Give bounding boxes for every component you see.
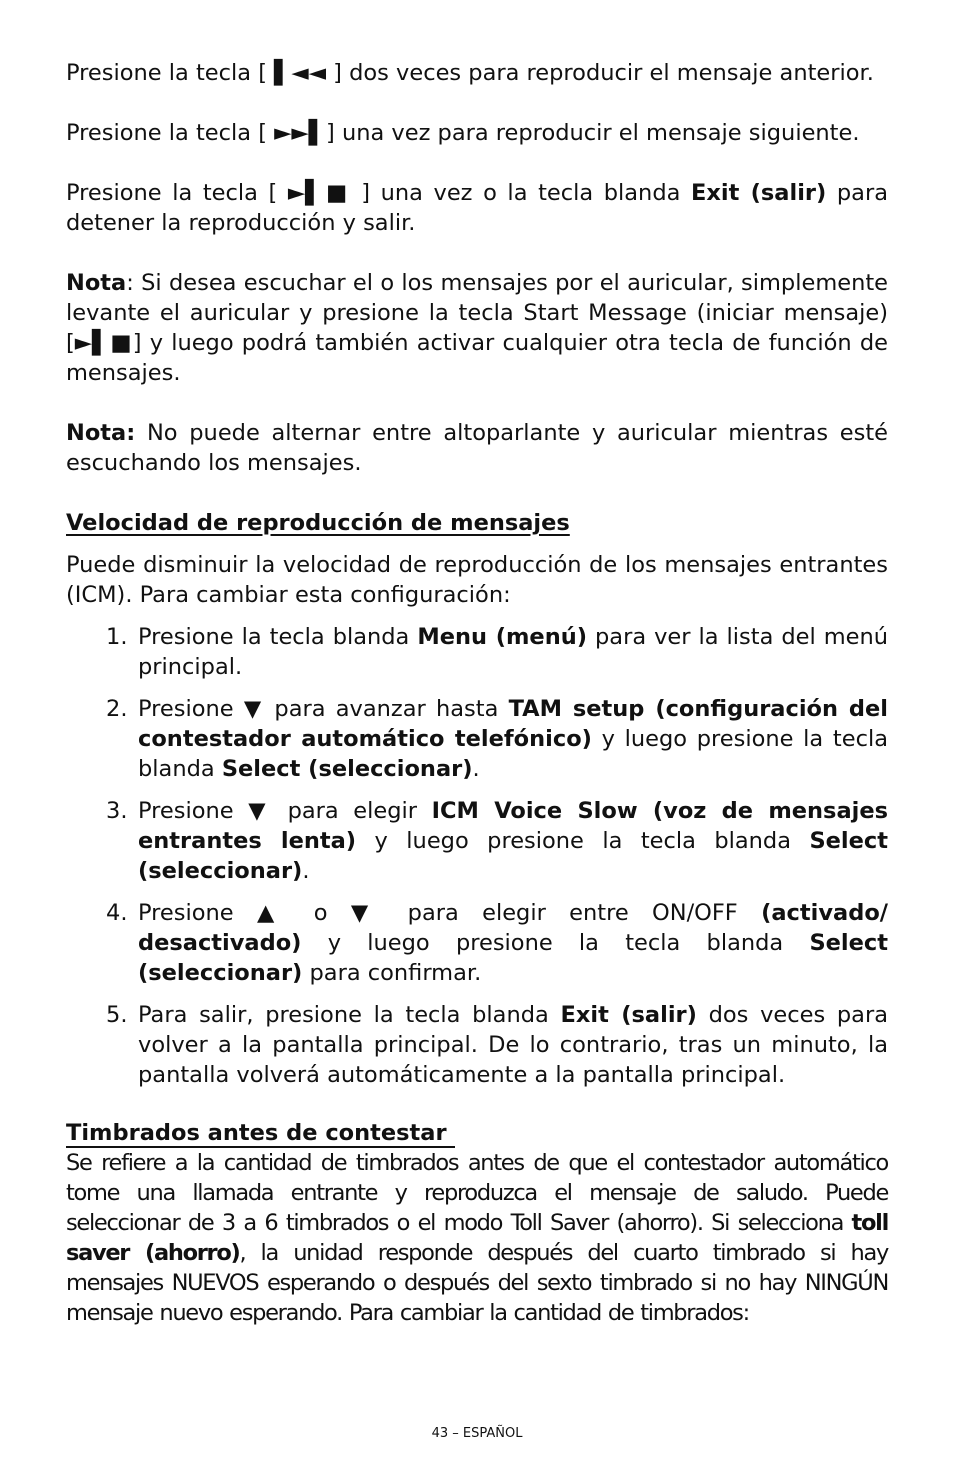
section-body-rings — [66, 1148, 888, 1328]
text: Se refiere a la cantidad de timbrados antes de que el contestador automático tome una llamada entrante y reproduzca el mensaje de saludo. Puede seleccionar de 3 a 6 timbrados o el modo Toll Saver (ahorro). Si selecciona — [66, 1150, 888, 1236]
text: y luego presione la tecla blanda — [138, 726, 888, 782]
text: dos veces para volver a la pantalla principal. De lo contrario, tras un minuto, la pantalla volverá automáticamente a la pantalla principal. — [138, 1002, 889, 1088]
text: Presione la tecla blanda — [138, 624, 418, 650]
step-number: 5. — [106, 1002, 128, 1028]
step-number: 3. — [106, 798, 128, 824]
exit-softkey-label: Exit (salir) — [691, 180, 827, 206]
text: Presione ▲ o ▼ para elegir entre ON/OFF — [138, 900, 762, 926]
text: para ver la lista del menú principal. — [138, 624, 888, 680]
bold-text: Select (seleccionar) — [221, 756, 473, 782]
text: para detener la reproducción y salir. — [66, 180, 888, 236]
text: : Si desea escuchar el o los mensajes por el auricular, simplemente levante el auricular y presione la tecla Start Message (iniciar mensaje) — [66, 270, 888, 326]
bold-text: (activado/ desactivado) — [138, 900, 888, 956]
bold-text: Select (seleccionar) — [138, 828, 888, 884]
list-item — [66, 1000, 888, 1090]
list-item — [66, 694, 888, 784]
forward-key-symbol: [ ►►▌] — [258, 120, 335, 146]
text: Presione ▼ para avanzar hasta — [138, 696, 509, 722]
bold-text: TAM setup (configuración del contestador automático telefónico) — [138, 696, 888, 752]
text: y luego presione la tecla blanda — [356, 828, 810, 854]
bold-text: ICM Voice Slow (voz de mensajes entrantes lenta) — [138, 798, 888, 854]
bold-text: toll saver (ahorro) — [66, 1210, 888, 1266]
text: y luego presione la tecla blanda — [301, 930, 810, 956]
step-number: 4. — [106, 900, 128, 926]
text: , la unidad responde después del cuarto timbrado si hay mensajes NUEVOS esperando o después del sexto timbrado si no hay NINGÚN mensaje nuevo esperando. Para cambiar la cantidad de timbrados: — [66, 1240, 888, 1326]
list-item — [66, 898, 888, 988]
text: Presione ▼ para elegir — [138, 798, 432, 824]
text: una vez para reproducir el mensaje siguiente. — [334, 120, 860, 146]
note-label: Nota — [66, 270, 127, 296]
play-stop-key-symbol: [►▌■] — [66, 330, 142, 356]
step-number: 1. — [106, 624, 128, 650]
text: Para salir, presione la tecla blanda — [138, 1002, 561, 1028]
text: Presione la tecla — [66, 60, 259, 86]
text: y luego podrá también activar cualquier otra tecla de función de mensajes. — [66, 330, 889, 386]
text: Presione la tecla — [66, 180, 269, 206]
text: No puede alternar entre altoparlante y auricular mientras esté escuchando los mensajes. — [66, 420, 888, 476]
note-speaker — [66, 418, 888, 478]
section-heading-playback-speed: Velocidad de reproducción de mensajes — [66, 510, 570, 536]
paragraph-stop-playback — [66, 178, 888, 238]
text: para confirmar. — [302, 960, 482, 986]
note-label: Nota: — [66, 420, 136, 446]
text: Presione la tecla — [66, 120, 259, 146]
bold-text: Menu (menú) — [417, 624, 588, 650]
play-stop-key-symbol: [ ►▌■ ] — [268, 180, 371, 206]
list-item — [66, 622, 888, 682]
text: . — [472, 756, 480, 782]
rewind-key-symbol: [ ▌◄◄ ] — [258, 60, 342, 86]
paragraph-previous-message — [66, 58, 888, 88]
text: una vez o la tecla blanda — [370, 180, 691, 206]
manual-page — [66, 58, 888, 1328]
page-footer: 43 – ESPAÑOL — [431, 1426, 523, 1441]
list-item — [66, 796, 888, 886]
text: . — [302, 858, 310, 884]
note-handset — [66, 268, 888, 388]
section-intro: Puede disminuir la velocidad de reproducción de los mensajes entrantes (ICM). Para cambiar esta configuración: — [66, 552, 888, 608]
steps-list — [66, 622, 888, 1090]
text: dos veces para reproducir el mensaje anterior. — [341, 60, 874, 86]
step-number: 2. — [106, 696, 128, 722]
bold-text: Select (seleccionar) — [138, 930, 888, 986]
section-heading-rings: Timbrados antes de contestar — [66, 1120, 455, 1148]
paragraph-next-message — [66, 118, 888, 148]
bold-text: Exit (salir) — [560, 1002, 697, 1028]
